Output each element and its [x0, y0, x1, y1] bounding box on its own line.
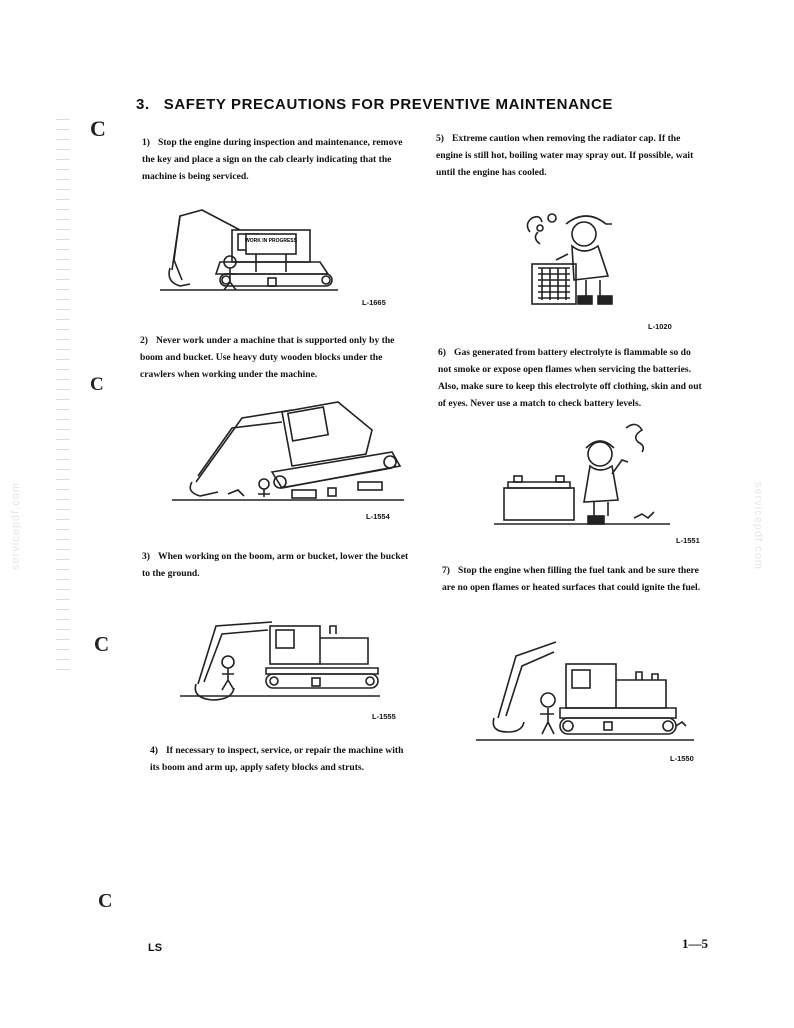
section-number: 3. — [136, 96, 150, 113]
binder-ring-2: C — [90, 374, 104, 395]
item-5: 5) Extreme caution when removing the radiator cap. If the engine is still hot, boiling water may spray out. If possible, wait until the engine has cooled. — [436, 133, 694, 178]
figure-code-L-1550: L-1550 — [670, 754, 694, 763]
illustration-radiator-cap — [516, 204, 636, 316]
illustration-work-in-progress — [160, 200, 340, 300]
footer-left-code: LS — [148, 942, 163, 954]
item-6: 6) Gas generated from battery electrolyte is flammable so do not smoke or expose open flames when servicing the batteries. Also, make sure to keep this electrolyte off clothing, skin and out of eyes. Never use a match to check battery levels. — [438, 347, 702, 409]
binder-ring-3: C — [94, 632, 110, 656]
illustration-bucket-lowered — [180, 612, 380, 704]
binder-ring-1: C — [90, 116, 106, 141]
binder-perforation — [56, 110, 70, 670]
item-4: 4) If necessary to inspect, service, or repair the machine with its boom and arm up, apply safety blocks and struts. — [150, 745, 404, 773]
item-7: 7) Stop the engine when filling the fuel tank and be sure there are no open flames or heated surfaces that could ignite the fuel. — [442, 565, 701, 593]
figure-code-L-1551: L-1551 — [676, 536, 700, 545]
watermark-left: servicepdf.com — [9, 482, 22, 570]
binder-ring-4: C — [98, 890, 113, 912]
illustration-battery-smoking — [494, 418, 674, 530]
item-2: 2) Never work under a machine that is supported only by the boom and bucket. Use heavy duty wooden blocks under the crawlers when working under the machine. — [140, 335, 395, 380]
item-1: 1) Stop the engine during inspection and maintenance, remove the key and place a sign on the cab clearly indicating that the machine is being serviced. — [142, 137, 403, 182]
illustration-fuel-tank — [476, 636, 696, 752]
section-title — [136, 96, 613, 113]
illustration-under-machine-blocks — [172, 398, 404, 510]
item-3: 3) When working on the boom, arm or bucket, lower the bucket to the ground. — [142, 551, 409, 579]
figure-code-L-1555: L-1555 — [372, 712, 396, 721]
watermark-right: servicepdf.com — [751, 482, 764, 570]
figure-code-L-1554: L-1554 — [366, 512, 390, 521]
sign-text: WORK IN PROGRESS — [245, 238, 297, 244]
figure-code-L-1020: L-1020 — [648, 322, 672, 331]
figure-code-L-1665: L-1665 — [362, 298, 386, 307]
section-title-text: SAFETY PRECAUTIONS FOR PREVENTIVE MAINTENANCE — [163, 96, 613, 113]
page-number: 1—5 — [682, 936, 708, 951]
